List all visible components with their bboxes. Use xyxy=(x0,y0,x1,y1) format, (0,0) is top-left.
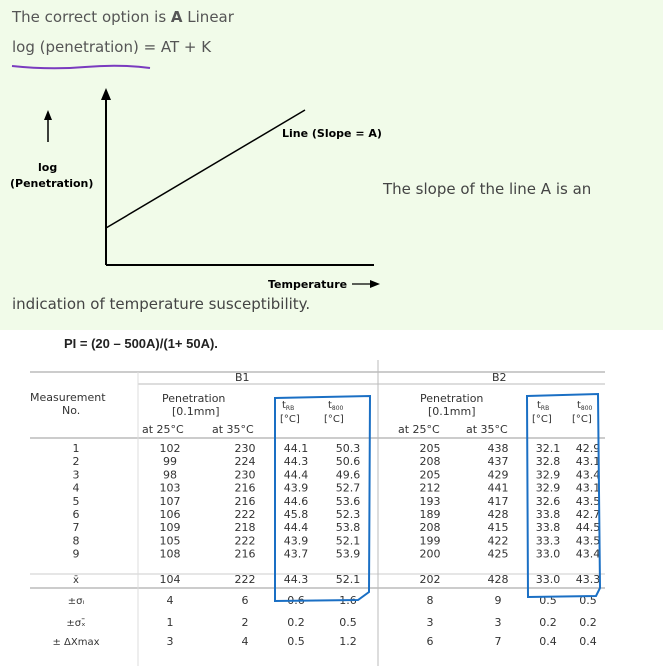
x-arrow-head-icon xyxy=(370,280,380,288)
table-row xyxy=(73,508,601,521)
table-cell: 1 xyxy=(166,616,174,629)
b1-t800: $t_{800}$ xyxy=(328,400,344,412)
table-cell: 105 xyxy=(159,534,181,548)
b1-trb-unit: [°C] xyxy=(280,414,300,425)
table-cell: 33.0 xyxy=(535,573,561,586)
table-cell: 417 xyxy=(487,494,509,508)
table-cell: 4 xyxy=(241,635,249,648)
table-cell: 3 xyxy=(426,616,434,629)
table-cell: 6 xyxy=(426,635,434,648)
table-cell: 32.6 xyxy=(535,494,561,508)
table-row xyxy=(73,442,601,455)
table-cell: 222 xyxy=(234,534,256,548)
table-cell: 208 xyxy=(419,521,441,535)
b2-t800-unit: [°C] xyxy=(572,414,592,425)
table-cell: 32.8 xyxy=(535,455,561,469)
table-cell: 33.0 xyxy=(535,547,561,561)
slope-line xyxy=(106,110,305,228)
table-cell: 441 xyxy=(487,481,509,495)
table-cell: 52.7 xyxy=(335,481,361,495)
table-cell: 428 xyxy=(487,573,509,586)
table-cell: 49.6 xyxy=(335,468,361,482)
table-cell: 205 xyxy=(419,468,441,482)
table-cell: 52.3 xyxy=(335,508,361,521)
table-cell: 33.8 xyxy=(535,521,561,535)
table-cell: ± ΔXmax xyxy=(52,637,100,648)
table-cell: 107 xyxy=(159,494,181,508)
table-row xyxy=(73,468,601,481)
table-cell: x̄ xyxy=(73,575,79,586)
answer-line xyxy=(12,8,234,26)
table-cell: 44.4 xyxy=(283,521,309,535)
table-cell: 98 xyxy=(163,468,177,482)
table-cell: 0.5 xyxy=(539,594,557,607)
table-cell: 1.6 xyxy=(339,594,357,607)
table-cell: 1 xyxy=(72,442,80,455)
results-table xyxy=(0,360,663,666)
sigma-mean-row xyxy=(66,616,596,629)
table-cell: 0.6 xyxy=(287,594,305,607)
table-cell: 103 xyxy=(159,481,181,495)
table-cell: 43.4 xyxy=(575,547,601,561)
table-cell: 42.9 xyxy=(575,442,601,455)
table-cell: 104 xyxy=(159,573,181,586)
table-cell: 212 xyxy=(419,481,441,495)
table-cell: 2 xyxy=(72,455,80,469)
table-cell: 33.3 xyxy=(535,534,561,548)
table-cell: 5 xyxy=(72,494,80,508)
b2-pen-header-1: Penetration xyxy=(420,392,484,405)
table-cell: 44.5 xyxy=(575,521,601,535)
b2-trb-unit: [°C] xyxy=(532,414,552,425)
table-cell: 44.3 xyxy=(283,455,309,469)
b1-pen-header-2: [0.1mm] xyxy=(172,405,220,418)
table-cell: 0.4 xyxy=(579,635,597,648)
table-cell: 216 xyxy=(234,494,256,508)
table-cell: 230 xyxy=(234,468,256,482)
table-cell: 415 xyxy=(487,521,509,535)
b2-sub-35: at 35°C xyxy=(466,423,508,436)
table-cell: 43.3 xyxy=(575,573,601,586)
table-cell: 218 xyxy=(234,521,256,535)
table-cell: 205 xyxy=(419,442,441,455)
table-cell: 44.6 xyxy=(283,494,309,508)
table-cell: 6 xyxy=(241,594,249,607)
table-cell: 9 xyxy=(494,594,502,607)
table-row xyxy=(73,455,601,468)
table-cell: 6 xyxy=(72,508,80,521)
table-row xyxy=(73,482,601,495)
table-cell: 428 xyxy=(487,508,509,521)
mean-row xyxy=(73,573,600,586)
table-cell: 9 xyxy=(72,547,80,561)
b2-sub-25: at 25°C xyxy=(398,423,440,436)
table-cell: 43.1 xyxy=(575,481,601,495)
table-cell: 32.9 xyxy=(535,468,561,482)
handwritten-underline xyxy=(10,60,155,72)
table-cell: 224 xyxy=(234,455,256,469)
table-cell: 43.4 xyxy=(575,468,601,482)
table-cell: 43.7 xyxy=(283,547,309,561)
table-cell: 199 xyxy=(419,534,441,548)
table-cell: ±σₓ̄ xyxy=(66,618,86,629)
y-label-1: log xyxy=(38,161,58,174)
table-cell: 43.9 xyxy=(283,534,309,548)
table-cell: 222 xyxy=(234,508,256,521)
table-cell: 53.9 xyxy=(335,547,361,561)
table-cell: 222 xyxy=(234,573,256,586)
table-cell: 216 xyxy=(234,481,256,495)
table-cell: 437 xyxy=(487,455,509,469)
table-cell: 0.2 xyxy=(287,616,305,629)
table-cell: 208 xyxy=(419,455,441,469)
table-cell: 193 xyxy=(419,494,441,508)
answer-option: A xyxy=(170,8,183,26)
table-cell: 53.8 xyxy=(335,521,361,535)
table-cell: 50.3 xyxy=(335,442,361,455)
group-b2: B2 xyxy=(492,371,507,384)
table-cell: 44.4 xyxy=(283,468,309,482)
table-cell: 438 xyxy=(487,442,509,455)
answer-suffix: Linear xyxy=(182,8,234,26)
y-label-2: (Penetration) xyxy=(10,177,94,190)
b2-trb: $t_{RB}$ xyxy=(537,400,550,412)
b1-trb: $t_{RB}$ xyxy=(282,400,295,412)
y-axis-head-icon xyxy=(101,88,111,100)
table-cell: 32.9 xyxy=(535,481,561,495)
table-cell: 0.5 xyxy=(339,616,357,629)
table-cell: 200 xyxy=(419,547,441,561)
table-cell: 50.6 xyxy=(335,455,361,469)
table-cell: 52.1 xyxy=(335,573,361,586)
answer-prefix: The correct option is xyxy=(12,8,171,26)
table-row xyxy=(73,548,601,561)
table-cell: 44.1 xyxy=(283,442,309,455)
table-cell: 43.5 xyxy=(575,494,601,508)
table-cell: 7 xyxy=(494,635,502,648)
table-cell: 4 xyxy=(72,481,80,495)
table-cell: 216 xyxy=(234,547,256,561)
table-cell: 109 xyxy=(159,521,181,535)
table-cell: 0.5 xyxy=(287,635,305,648)
graph-figure xyxy=(0,80,420,295)
dx-row xyxy=(52,635,596,648)
table-row xyxy=(73,534,601,547)
b2-t800: $t_{800}$ xyxy=(577,400,593,412)
table-cell: 99 xyxy=(163,455,177,469)
table-cell: 42.7 xyxy=(575,508,601,521)
y-arrow-head-icon xyxy=(44,110,52,120)
table-cell: 44.3 xyxy=(283,573,309,586)
table-cell: 4 xyxy=(166,594,174,607)
table-cell: 33.8 xyxy=(535,508,561,521)
table-cell: 102 xyxy=(159,442,181,455)
x-label: Temperature xyxy=(268,278,348,291)
table-cell: 43.1 xyxy=(575,455,601,469)
table-cell: 202 xyxy=(419,573,441,586)
table-cell: 52.1 xyxy=(335,534,361,548)
table-cell: 429 xyxy=(487,468,509,482)
table-cell: ±σᵢ xyxy=(67,596,85,607)
table-cell: 0.4 xyxy=(539,635,557,648)
table-cell: 53.6 xyxy=(335,494,361,508)
table-cell: 230 xyxy=(234,442,256,455)
table-cell: 43.5 xyxy=(575,534,601,548)
table-row xyxy=(73,521,601,534)
table-cell: 189 xyxy=(419,508,441,521)
slope-text: The slope of the line A is an xyxy=(383,180,592,198)
table-cell: 8 xyxy=(426,594,434,607)
table-cell: 2 xyxy=(241,616,249,629)
table-cell: 43.9 xyxy=(283,481,309,495)
table-cell: 0.2 xyxy=(579,616,597,629)
table-cell: 422 xyxy=(487,534,509,548)
line-label: Line (Slope = A) xyxy=(282,127,382,140)
table-cell: 32.1 xyxy=(535,442,561,455)
measurement-header-1: Measurement xyxy=(30,391,106,404)
table-row xyxy=(73,495,601,508)
equation-line: log (penetration) = AT + K xyxy=(12,38,212,56)
table-cell: 0.5 xyxy=(579,594,597,607)
indication-text: indication of temperature susceptibility. xyxy=(12,295,311,313)
b1-sub-35: at 35°C xyxy=(212,423,254,436)
table-cell: 45.8 xyxy=(283,508,309,521)
table-cell: 106 xyxy=(159,508,181,521)
table-cell: 3 xyxy=(72,468,80,482)
table-cell: 0.2 xyxy=(539,616,557,629)
b1-t800-unit: [°C] xyxy=(324,414,344,425)
measurement-header-2: No. xyxy=(62,404,81,417)
table-cell: 108 xyxy=(159,547,181,561)
table-cell: 3 xyxy=(166,635,174,648)
table-cell: 8 xyxy=(72,534,80,548)
table-cell: 7 xyxy=(72,521,80,535)
table-cell: 3 xyxy=(494,616,502,629)
b2-pen-header-2: [0.1mm] xyxy=(428,405,476,418)
table-cell: 1.2 xyxy=(339,635,357,648)
b1-pen-header-1: Penetration xyxy=(162,392,226,405)
b1-sub-25: at 25°C xyxy=(142,423,184,436)
group-b1: B1 xyxy=(235,371,250,384)
pi-formula: PI = (20 – 500A)/(1+ 50A). xyxy=(64,336,218,351)
table-body xyxy=(52,442,600,648)
table-cell: 425 xyxy=(487,547,509,561)
